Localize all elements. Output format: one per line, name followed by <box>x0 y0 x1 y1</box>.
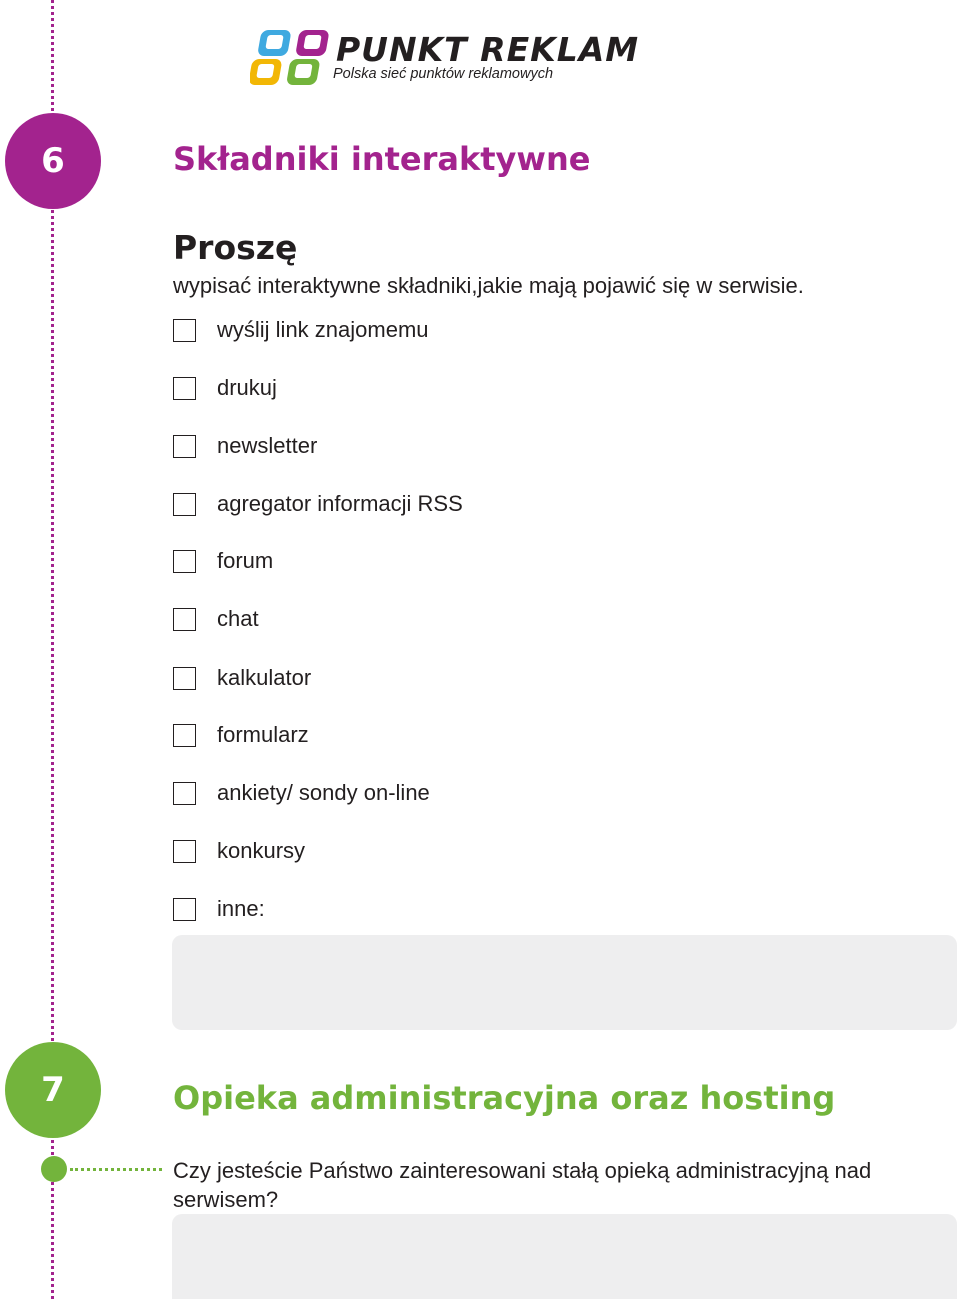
checkbox[interactable] <box>173 840 196 863</box>
option-label: konkursy <box>217 838 306 863</box>
hosting-question: Czy jesteście Państwo zainteresowani stałą opieką administracyjną nad serwisem? <box>173 1158 872 1212</box>
logo-subtitle: Polska sieć punktów reklamowych <box>333 66 554 82</box>
checkbox[interactable] <box>173 898 196 921</box>
option-surveys[interactable] <box>173 779 430 807</box>
option-label: chat <box>217 606 259 631</box>
option-label: newsletter <box>217 433 318 458</box>
option-label: inne: <box>217 896 265 921</box>
option-calculator[interactable] <box>173 664 311 692</box>
logo-title: PUNKT REKLAM <box>336 30 640 69</box>
step-7-badge: 7 <box>5 1042 101 1138</box>
punkt-reklam-logo <box>250 28 720 88</box>
option-label: wyślij link znajomemu <box>217 317 429 342</box>
checkbox[interactable] <box>173 493 196 516</box>
option-print[interactable] <box>173 374 277 402</box>
option-other[interactable] <box>173 895 265 923</box>
checkbox[interactable] <box>173 319 196 342</box>
checkbox[interactable] <box>173 724 196 747</box>
checkbox[interactable] <box>173 550 196 573</box>
question-bullet-dot <box>41 1156 67 1182</box>
option-chat[interactable] <box>173 605 259 633</box>
option-label: ankiety/ sondy on-line <box>217 780 430 805</box>
instruction-text: wypisać interaktywne składniki,jakie mają pojawić się w serwisie. <box>173 273 804 298</box>
option-label: agregator informacji RSS <box>217 491 463 516</box>
option-form[interactable] <box>173 721 309 749</box>
option-label: formularz <box>217 722 309 747</box>
checkbox[interactable] <box>173 435 196 458</box>
step-6-badge: 6 <box>5 113 101 209</box>
checkbox[interactable] <box>173 608 196 631</box>
section-6-title: Składniki interaktywne <box>173 140 591 178</box>
hosting-answer-textarea[interactable] <box>172 1214 957 1299</box>
option-contests[interactable] <box>173 837 305 865</box>
checkbox[interactable] <box>173 377 196 400</box>
prompt-heading: Proszę <box>173 228 298 267</box>
checkbox[interactable] <box>173 667 196 690</box>
question-dotted-connector <box>70 1168 162 1171</box>
option-send-link[interactable] <box>173 316 429 344</box>
option-rss[interactable] <box>173 490 463 518</box>
option-label: forum <box>217 548 274 573</box>
option-newsletter[interactable] <box>173 432 317 460</box>
option-forum[interactable] <box>173 547 273 575</box>
checkbox[interactable] <box>173 782 196 805</box>
other-components-textarea[interactable] <box>172 935 957 1030</box>
logo-squares-icon <box>250 28 334 88</box>
option-label: kalkulator <box>217 665 312 690</box>
option-label: drukuj <box>217 375 277 400</box>
section-7-title: Opieka administracyjna oraz hosting <box>173 1079 836 1117</box>
